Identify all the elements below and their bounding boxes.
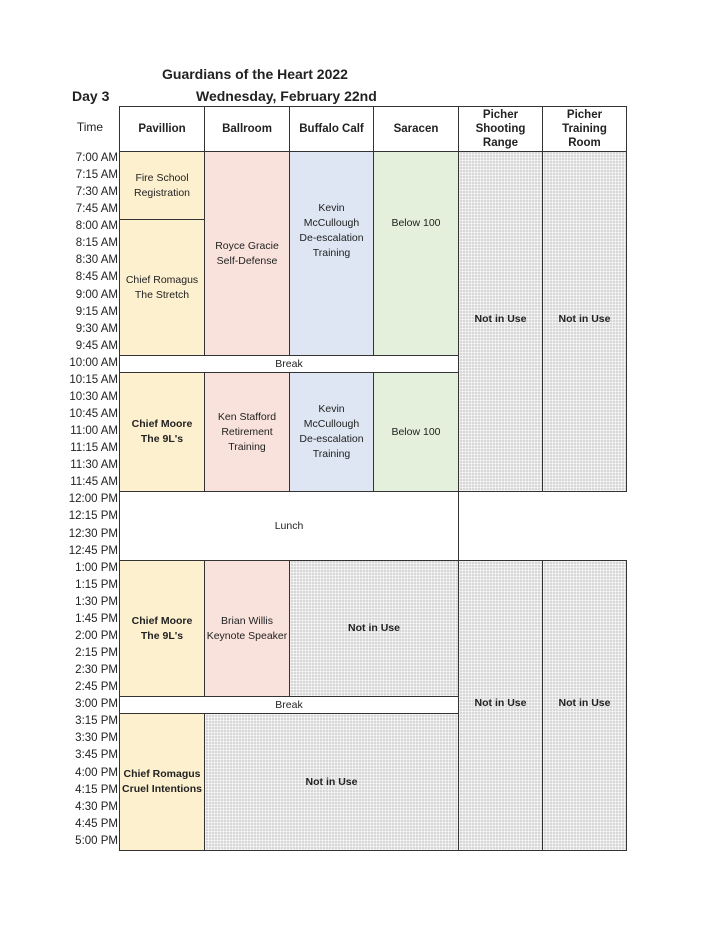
session-romagus-stretch: Chief Romagus The Stretch <box>119 219 205 356</box>
session-moore-pm: Chief Moore The 9L's <box>119 560 205 697</box>
session-shooting-pm: Not in Use <box>458 560 543 851</box>
room-header-pavillion: Pavillion <box>119 106 205 152</box>
room-header-saracen: Saracen <box>373 106 459 152</box>
session-kevin-am2: Kevin McCullough De-escalation Training <box>289 372 374 492</box>
time-label: 2:30 PM <box>75 664 118 677</box>
date-label: Wednesday, February 22nd <box>196 88 377 104</box>
time-label: 3:30 PM <box>75 732 118 745</box>
time-label: 12:00 PM <box>68 493 118 506</box>
session-fire-school: Fire School Registration <box>119 151 205 220</box>
session-training-am: Not in Use <box>542 151 627 492</box>
session-moore-am: Chief Moore The 9L's <box>119 372 205 492</box>
time-label: 9:00 AM <box>75 288 118 301</box>
time-label: 7:30 AM <box>75 186 118 199</box>
session-saracen-am1: Below 100 <box>373 151 459 356</box>
time-label: 9:30 AM <box>75 322 118 335</box>
time-label: 10:00 AM <box>69 356 118 369</box>
time-label: 4:30 PM <box>75 800 118 813</box>
time-label: 3:00 PM <box>75 698 118 711</box>
time-label: 4:00 PM <box>75 766 118 779</box>
time-label: 11:15 AM <box>70 442 118 455</box>
time-label: 2:45 PM <box>75 681 118 694</box>
time-label: 8:00 AM <box>75 220 118 233</box>
time-label: 5:00 PM <box>75 834 118 847</box>
time-label: 1:45 PM <box>75 612 118 625</box>
event-title: Guardians of the Heart 2022 <box>162 66 348 82</box>
room-header-buffalo-calf: Buffalo Calf <box>289 106 374 152</box>
session-romagus-cruel: Chief Romagus Cruel Intentions <box>119 713 205 851</box>
time-label: 8:45 AM <box>75 271 118 284</box>
time-label: 11:00 AM <box>70 425 118 438</box>
session-brian-willis: Brian Willis Keynote Speaker <box>204 560 290 697</box>
session-training-pm: Not in Use <box>542 560 627 851</box>
time-label: 10:15 AM <box>69 373 118 386</box>
day-label: Day 3 <box>72 88 110 104</box>
time-label: 1:00 PM <box>75 561 118 574</box>
room-header-training-room: Picher Training Room <box>542 106 627 152</box>
time-label: 11:30 AM <box>70 459 118 472</box>
session-unused-pm2: Not in Use <box>204 713 459 851</box>
time-label: 11:45 AM <box>70 476 118 489</box>
time-label: 10:30 AM <box>69 390 118 403</box>
time-column-header: Time <box>76 120 104 134</box>
break-pm: Break <box>119 696 459 714</box>
session-kevin-am1: Kevin McCullough De-escalation Training <box>289 151 374 356</box>
time-label: 9:45 AM <box>75 339 118 352</box>
lunch-block: Lunch <box>119 491 459 561</box>
time-label: 9:15 AM <box>75 305 118 318</box>
time-label: 7:00 AM <box>75 152 118 164</box>
time-label: 12:15 PM <box>68 510 118 523</box>
room-header-ballroom: Ballroom <box>204 106 290 152</box>
time-label: 3:45 PM <box>75 749 118 762</box>
time-label: 10:45 AM <box>69 408 118 421</box>
time-label: 8:30 AM <box>75 254 118 267</box>
time-label: 4:15 PM <box>75 783 118 796</box>
room-header-shooting-range: Picher Shooting Range <box>458 106 543 152</box>
time-label: 1:15 PM <box>75 578 118 591</box>
session-royce-gracie: Royce Gracie Self-Defense <box>204 151 290 356</box>
time-label: 12:45 PM <box>68 544 118 557</box>
time-label: 1:30 PM <box>75 595 118 608</box>
time-label: 2:00 PM <box>75 629 118 642</box>
time-label: 12:30 PM <box>68 527 118 540</box>
time-label: 7:15 AM <box>75 169 118 182</box>
session-shooting-am: Not in Use <box>458 151 543 492</box>
time-label: 3:15 PM <box>75 715 118 728</box>
time-label: 2:15 PM <box>75 647 118 660</box>
session-saracen-am2: Below 100 <box>373 372 459 492</box>
time-label: 4:45 PM <box>75 817 118 830</box>
time-label: 7:45 AM <box>75 203 118 216</box>
session-unused-pm1: Not in Use <box>289 560 459 697</box>
session-ken-stafford: Ken Stafford Retirement Training <box>204 372 290 492</box>
time-label: 8:15 AM <box>75 237 118 250</box>
break-am: Break <box>119 355 459 373</box>
